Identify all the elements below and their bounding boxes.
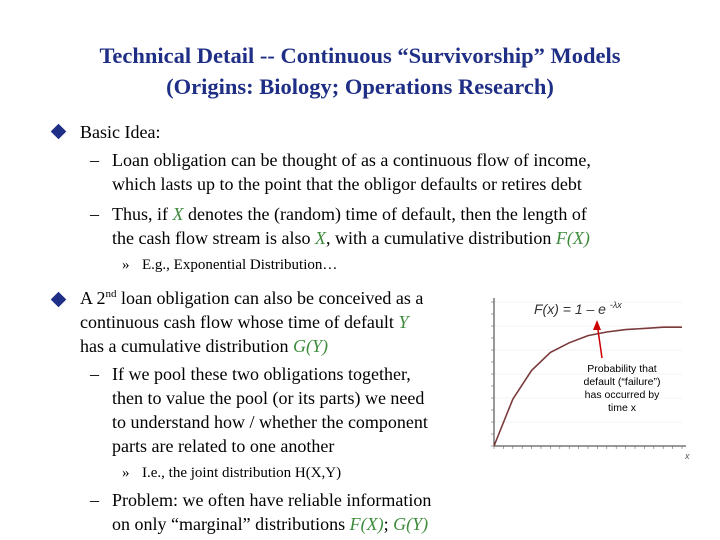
function-f: F(X) xyxy=(555,228,590,248)
annotation-line2: default (“failure”) xyxy=(583,376,661,388)
text-run: has a cumulative distribution xyxy=(80,336,293,356)
text-run: Thus, if xyxy=(112,204,173,224)
superscript: nd xyxy=(105,288,117,300)
bullet2-subsub: I.e., the joint distribution H(X,Y) xyxy=(142,465,342,481)
arrow-head-icon xyxy=(593,320,601,330)
bullet2-sub1-line3: to understand how / whether the component xyxy=(112,412,428,432)
text-run: the cash flow stream is also xyxy=(112,228,315,248)
function-f: F(X) xyxy=(349,514,384,534)
bullet2-line1 xyxy=(80,286,423,310)
raquo-marker: » xyxy=(122,257,130,273)
text-run: loan obligation can also be conceived as a xyxy=(116,288,424,308)
bullet2-line2 xyxy=(80,310,408,334)
bullet1-sub2-line1 xyxy=(112,202,587,226)
dash-marker: – xyxy=(90,490,99,510)
bullet1-sub1-line2: which lasts up to the point that the obligor defaults or retires debt xyxy=(112,174,582,194)
variable-x: X xyxy=(314,228,326,248)
exponential-cdf-chart xyxy=(482,292,692,464)
bullet2-sub2-line1: Problem: we often have reliable information xyxy=(112,490,432,510)
bullet1-heading: Basic Idea: xyxy=(80,122,161,142)
formula-exponent: -λx xyxy=(609,300,622,310)
formula-text: F(x) = 1 – e xyxy=(534,301,606,317)
text-run: denotes the (random) time of default, then the length of xyxy=(183,204,587,224)
annotation xyxy=(583,363,660,414)
annotation-line4: time x xyxy=(607,402,637,414)
function-g: G(Y) xyxy=(393,514,429,534)
dash-marker: – xyxy=(90,364,99,384)
variable-x: X xyxy=(172,204,184,224)
x-axis-ticks xyxy=(494,446,682,449)
bullet2-sub2-line2 xyxy=(112,512,428,536)
raquo-marker: » xyxy=(122,465,130,481)
function-g: G(Y) xyxy=(292,336,328,356)
x-axis-label: x xyxy=(685,451,690,461)
slide-title-line1: Technical Detail -- Continuous “Survivorship” Models xyxy=(99,43,621,68)
text-run: A 2 xyxy=(80,288,106,308)
chart-grid xyxy=(494,302,682,422)
annotation-line1: Probability that xyxy=(587,363,657,375)
text-run: , with a cumulative distribution xyxy=(325,228,556,248)
dash-marker: – xyxy=(90,204,99,224)
variable-y: Y xyxy=(398,312,409,332)
bullet1-sub1-line1: Loan obligation can be thought of as a continuous flow of income, xyxy=(112,150,591,170)
chart-formula xyxy=(534,300,622,317)
bullet-diamond-icon xyxy=(51,292,67,308)
bullet2-sub1-line2: then to value the pool (or its parts) we need xyxy=(112,388,425,408)
bullet2-sub1-line1: If we pool these two obligations together, xyxy=(112,364,411,384)
bullet1-sub2-line2 xyxy=(112,226,590,250)
text-run: ; xyxy=(383,514,394,534)
annotation-line3: has occurred by xyxy=(584,389,660,401)
bullet-diamond-icon xyxy=(51,124,67,140)
bullet2-line3 xyxy=(80,334,328,358)
bullet1-subsub: E.g., Exponential Distribution… xyxy=(142,257,338,273)
text-run: continuous cash flow whose time of default xyxy=(80,312,399,332)
slide-title-line2: (Origins: Biology; Operations Research) xyxy=(166,74,554,99)
text-run: on only “marginal” distributions xyxy=(112,514,350,534)
dash-marker: – xyxy=(90,150,99,170)
bullet2-sub1-line4: parts are related to one another xyxy=(112,436,335,456)
